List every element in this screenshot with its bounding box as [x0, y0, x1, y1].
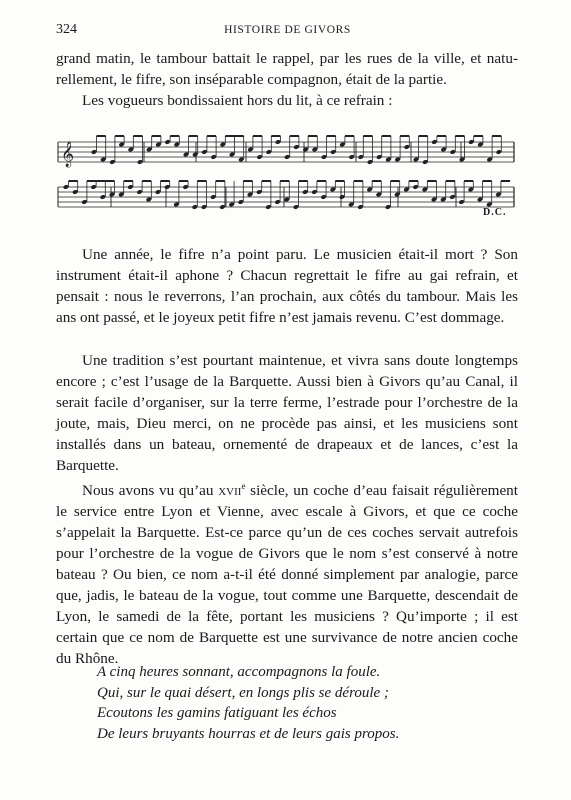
paragraph-3-text	[56, 476, 518, 669]
page-number: 324	[56, 22, 77, 37]
poem-line-4: De leurs bruyants hourras et de leurs gais propos.	[97, 725, 400, 742]
running-title: HISTOIRE DE GIVORS	[224, 24, 351, 36]
p3-after: siècle, un coche d’eau faisait régulièrement le service entre Lyon et Vienne, avec escale à Givors, et que ce coche s’appelait la Barquette. Est-ce parce qu’un de ces coches servait autrefois pour l’orchestre de la vogue de Givors que le nom s’est conservé à notre bateau ? Ou bien, ce nom a-t-il été donné simplement par analogie, parce que, jadis, le bateau de la vogue, tout comme une Barquette, descendait de Lyon, le samedi de la fête, portant les musiciens ? Qu’importe ; il est certain que ce nom de Barquette est une survivance de notre ancien coche du Rhône.	[56, 482, 518, 668]
poem-line-1: A cinq heures sonnant, accompagnons la foule.	[97, 664, 381, 680]
poem-line-2: Qui, sur le quai désert, en longs plis se déroule ;	[97, 684, 389, 701]
paragraph-3	[56, 476, 518, 669]
p3-century: xvii	[218, 482, 242, 500]
p3-sup: e	[241, 481, 246, 491]
paragraph-2-text: Une tradition s’est pourtant maintenue, et vivra sans doute longtemps encore ; c’est l’usage de la Barquette. Aussi bien à Givors qu’au Canal, il serait facile d’organiser, sur la terre ferme, l’estrade pour l’orchestre de la joute, mais, Dieu merci, on ne procède pas ainsi, et les musiciens sont installés dans un bateau, ornementé de drapeaux et de lances, c’est la Barquette.	[56, 352, 518, 474]
paragraph-2	[56, 350, 518, 476]
running-header	[56, 22, 519, 42]
staff-1	[58, 136, 514, 167]
paragraph-1	[56, 244, 518, 328]
intro-line-2: rellement, le fifre, son inséparable compagnon, était de la partie.	[56, 71, 447, 88]
intro-text	[56, 48, 518, 111]
intro-line-1: grand matin, le tambour battait le rappel, par les rues de la ville, et natu-	[56, 50, 518, 67]
p3-before: Nous avons vu qu’au	[82, 482, 219, 500]
staff-2	[58, 181, 514, 210]
poem-line-3: Ecoutons les gamins fatiguant les échos	[97, 705, 337, 721]
paragraph-1-text: Une année, le fifre n’a point paru. Le musicien était-il mort ? Son instrument était-il aphone ? Chacun regrettait le fifre au gai refrain, et pensait : nous le reverrons, l’an prochain, aux côtés du tambour. Mais les ans ont passé, et le joyeux petit fifre n’est jamais revenu. C’est dommage.	[56, 246, 518, 326]
da-capo-marking: D.C.	[483, 207, 507, 218]
intro-line-3: Les vogueurs bondissaient hors du lit, à ce refrain :	[82, 92, 393, 109]
poem	[97, 662, 517, 744]
treble-clef-icon: 𝄞	[61, 142, 75, 167]
music-score	[56, 130, 518, 222]
